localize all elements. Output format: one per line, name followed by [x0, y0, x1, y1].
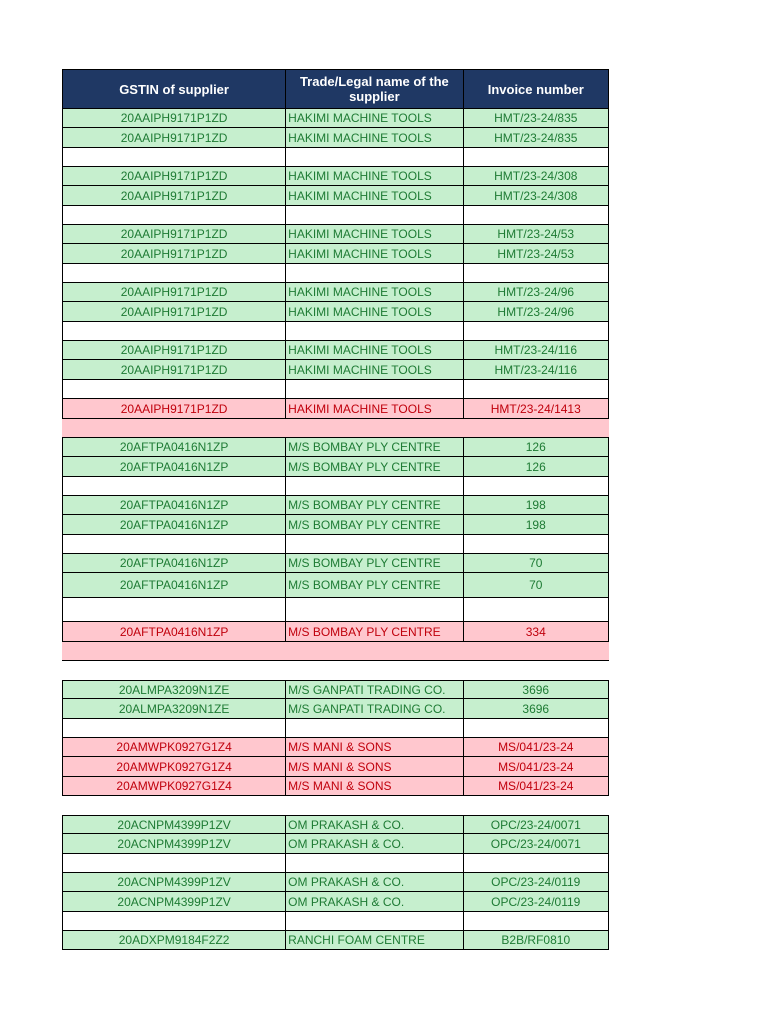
cell-invoice-number[interactable]: HMT/23-24/53	[497, 227, 575, 241]
cell-invoice-number[interactable]: HMT/23-24/96	[497, 304, 575, 319]
cell-invoice-number[interactable]: 198	[525, 498, 546, 512]
cell-gstin[interactable]: 20AMWPK0927G1Z4	[63, 738, 286, 756]
highlight-band-row	[62, 419, 609, 438]
table-row	[62, 873, 609, 892]
cell-supplier-name[interactable]: HAKIMI MACHINE TOOLS	[286, 360, 463, 379]
cell-gstin[interactable]: 20ACNPM4399P1ZV	[63, 873, 286, 891]
cell-invoice-number[interactable]: HMT/23-24/308	[494, 188, 578, 203]
cell-invoice-number[interactable]: MS/041/23-24	[498, 740, 574, 754]
cell-gstin[interactable]: 20AFTPA0416N1ZP	[63, 554, 286, 572]
cell-supplier-name[interactable]: HAKIMI MACHINE TOOLS	[286, 244, 463, 263]
header-gstin[interactable]: GSTIN of supplier	[63, 70, 286, 108]
cell-gstin[interactable]: 20AAIPH9171P1ZD	[63, 399, 286, 418]
cell-supplier-name[interactable]: HAKIMI MACHINE TOOLS	[286, 302, 463, 321]
cell-invoice-number[interactable]: OPC/23-24/0119	[491, 875, 581, 889]
highlight-band-row	[62, 642, 609, 661]
empty-cell[interactable]	[63, 854, 286, 872]
cell-supplier-name[interactable]: OM PRAKASH & CO.	[286, 834, 463, 853]
cell-gstin[interactable]: 20ALMPA3209N1ZE	[63, 681, 286, 698]
cell-supplier-name[interactable]: M/S BOMBAY PLY CENTRE	[286, 496, 463, 514]
table-row	[62, 167, 609, 186]
empty-cell[interactable]	[63, 322, 286, 340]
blank-row	[62, 477, 609, 496]
cell-gstin[interactable]: 20ACNPM4399P1ZV	[63, 816, 286, 833]
cell-invoice-number[interactable]: 3696	[522, 701, 550, 716]
table-header-row	[62, 69, 609, 109]
empty-cell[interactable]	[62, 642, 609, 660]
empty-cell[interactable]	[464, 719, 608, 737]
empty-cell[interactable]	[286, 322, 463, 340]
cell-supplier-name[interactable]: M/S MANI & SONS	[286, 777, 463, 795]
cell-invoice-number[interactable]: MS/041/23-24	[498, 779, 574, 793]
cell-invoice-number[interactable]: HMT/23-24/1413	[490, 401, 581, 416]
blank-row	[62, 148, 609, 167]
table-row	[62, 225, 609, 244]
cell-supplier-name[interactable]: M/S MANI & SONS	[286, 757, 463, 776]
cell-supplier-name[interactable]: HAKIMI MACHINE TOOLS	[286, 225, 463, 243]
table-row	[62, 128, 609, 148]
cell-supplier-name[interactable]: M/S BOMBAY PLY CENTRE	[286, 438, 463, 456]
table-row	[62, 554, 609, 573]
empty-cell[interactable]	[62, 419, 609, 437]
cell-supplier-name[interactable]: HAKIMI MACHINE TOOLS	[286, 186, 463, 205]
cell-supplier-name[interactable]: M/S BOMBAY PLY CENTRE	[286, 457, 463, 476]
table-row	[62, 186, 609, 206]
blank-row	[62, 206, 609, 225]
cell-supplier-name[interactable]: M/S GANPATI TRADING CO.	[286, 681, 463, 698]
cell-invoice-number[interactable]: 126	[525, 440, 546, 454]
blank-row	[62, 322, 609, 341]
empty-cell[interactable]	[464, 854, 608, 872]
blank-row	[62, 912, 609, 931]
empty-cell[interactable]	[286, 264, 463, 282]
cell-invoice-number[interactable]: 3696	[522, 682, 550, 697]
cell-supplier-name[interactable]: M/S MANI & SONS	[286, 738, 463, 756]
cell-invoice-number[interactable]: 126	[525, 459, 546, 474]
table-row	[62, 302, 609, 322]
cell-invoice-number[interactable]: HMT/23-24/835	[494, 130, 578, 145]
cell-gstin[interactable]: 20AAIPH9171P1ZD	[63, 360, 286, 379]
empty-cell[interactable]	[464, 322, 608, 340]
table-row	[62, 738, 609, 757]
table-row	[62, 834, 609, 854]
table-row	[62, 283, 609, 302]
empty-cell[interactable]	[286, 598, 463, 621]
cell-supplier-name[interactable]: OM PRAKASH & CO.	[286, 873, 463, 891]
cell-supplier-name[interactable]: OM PRAKASH & CO.	[286, 892, 463, 911]
cell-supplier-name[interactable]: M/S GANPATI TRADING CO.	[286, 699, 463, 718]
cell-invoice-number[interactable]: HMT/23-24/96	[497, 285, 575, 299]
cell-supplier-name[interactable]: M/S BOMBAY PLY CENTRE	[286, 515, 463, 534]
cell-gstin[interactable]: 20AMWPK0927G1Z4	[63, 777, 286, 795]
empty-cell[interactable]	[63, 380, 286, 398]
cell-gstin[interactable]: 20AAIPH9171P1ZD	[63, 225, 286, 243]
blank-row	[62, 264, 609, 283]
empty-cell[interactable]	[286, 535, 463, 553]
cell-invoice-number[interactable]: 70	[529, 556, 543, 570]
spacer-row	[62, 661, 609, 680]
empty-cell[interactable]	[286, 854, 463, 872]
invoice-table	[62, 69, 609, 950]
empty-cell[interactable]	[63, 598, 286, 621]
cell-invoice-number[interactable]: 198	[525, 517, 546, 532]
table-row	[62, 457, 609, 477]
cell-gstin[interactable]: 20AAIPH9171P1ZD	[63, 283, 286, 301]
cell-gstin[interactable]: 20AMWPK0927G1Z4	[63, 757, 286, 776]
empty-cell[interactable]	[63, 719, 286, 737]
empty-cell[interactable]	[464, 380, 608, 398]
table-row	[62, 438, 609, 457]
empty-cell[interactable]	[63, 912, 286, 930]
table-body	[62, 109, 609, 950]
cell-invoice-number[interactable]: HMT/23-24/835	[494, 111, 578, 125]
cell-invoice-number[interactable]: OPC/23-24/0071	[490, 817, 581, 832]
empty-cell[interactable]	[63, 477, 286, 495]
cell-invoice-number[interactable]: HMT/23-24/116	[494, 343, 577, 357]
table-row	[62, 573, 609, 598]
cell-gstin[interactable]: 20AAIPH9171P1ZD	[63, 341, 286, 359]
cell-supplier-name[interactable]: HAKIMI MACHINE TOOLS	[286, 128, 463, 147]
cell-gstin[interactable]: 20ACNPM4399P1ZV	[63, 892, 286, 911]
cell-gstin[interactable]: 20AFTPA0416N1ZP	[63, 622, 286, 641]
blank-row	[62, 598, 609, 622]
table-row	[62, 109, 609, 128]
cell-gstin[interactable]: 20AFTPA0416N1ZP	[63, 457, 286, 476]
cell-supplier-name[interactable]: HAKIMI MACHINE TOOLS	[286, 167, 463, 185]
cell-gstin[interactable]: 20AAIPH9171P1ZD	[63, 109, 286, 127]
empty-cell[interactable]	[286, 719, 463, 737]
table-row	[62, 341, 609, 360]
cell-invoice-number[interactable]: OPC/23-24/0071	[490, 836, 581, 851]
table-row	[62, 622, 609, 642]
spacer-row	[62, 796, 609, 815]
cell-invoice-number[interactable]: HMT/23-24/116	[494, 362, 577, 377]
table-row	[62, 399, 609, 419]
empty-cell[interactable]	[286, 912, 463, 930]
table-row	[62, 892, 609, 912]
cell-gstin[interactable]: 20AFTPA0416N1ZP	[63, 573, 286, 597]
empty-cell[interactable]	[464, 264, 608, 282]
empty-cell[interactable]	[464, 148, 608, 166]
empty-cell[interactable]	[464, 535, 608, 553]
table-row	[62, 757, 609, 777]
empty-cell[interactable]	[464, 598, 608, 621]
empty-cell[interactable]	[63, 264, 286, 282]
empty-cell[interactable]	[286, 477, 463, 495]
empty-cell[interactable]	[63, 206, 286, 224]
cell-gstin[interactable]: 20AAIPH9171P1ZD	[63, 302, 286, 321]
cell-invoice-number[interactable]: OPC/23-24/0119	[491, 894, 581, 909]
table-row	[62, 496, 609, 515]
cell-gstin[interactable]: 20AFTPA0416N1ZP	[63, 438, 286, 456]
cell-invoice-number[interactable]: HMT/23-24/53	[497, 246, 575, 261]
cell-gstin[interactable]: 20AAIPH9171P1ZD	[63, 128, 286, 147]
cell-supplier-name[interactable]: HAKIMI MACHINE TOOLS	[286, 109, 463, 127]
cell-gstin[interactable]: 20AAIPH9171P1ZD	[63, 167, 286, 185]
cell-supplier-name[interactable]: M/S BOMBAY PLY CENTRE	[286, 573, 463, 597]
table-row	[62, 360, 609, 380]
cell-supplier-name[interactable]: RANCHI FOAM CENTRE	[286, 931, 463, 949]
blank-row	[62, 535, 609, 554]
header-supplier-name[interactable]: Trade/Legal name of the supplier	[286, 70, 463, 108]
empty-cell[interactable]	[286, 206, 463, 224]
table-row	[62, 815, 609, 834]
cell-supplier-name[interactable]: HAKIMI MACHINE TOOLS	[286, 399, 463, 418]
cell-gstin[interactable]: 20AAIPH9171P1ZD	[63, 186, 286, 205]
cell-invoice-number[interactable]: HMT/23-24/308	[494, 169, 578, 183]
cell-gstin[interactable]: 20AAIPH9171P1ZD	[63, 244, 286, 263]
cell-gstin[interactable]: 20AFTPA0416N1ZP	[63, 515, 286, 534]
empty-cell[interactable]	[464, 477, 608, 495]
empty-cell[interactable]	[63, 535, 286, 553]
blank-row	[62, 380, 609, 399]
cell-invoice-number[interactable]: 70	[529, 578, 543, 592]
table-row	[62, 699, 609, 719]
cell-supplier-name[interactable]: M/S BOMBAY PLY CENTRE	[286, 554, 463, 572]
blank-row	[62, 854, 609, 873]
blank-row	[62, 719, 609, 738]
empty-cell[interactable]	[286, 380, 463, 398]
empty-cell[interactable]	[286, 148, 463, 166]
table-row	[62, 777, 609, 796]
table-row	[62, 931, 609, 950]
cell-invoice-number[interactable]: MS/041/23-24	[498, 759, 574, 774]
empty-cell[interactable]	[464, 912, 608, 930]
cell-supplier-name[interactable]: OM PRAKASH & CO.	[286, 816, 463, 833]
cell-gstin[interactable]: 20AFTPA0416N1ZP	[63, 496, 286, 514]
empty-cell[interactable]	[63, 148, 286, 166]
cell-supplier-name[interactable]: HAKIMI MACHINE TOOLS	[286, 341, 463, 359]
cell-invoice-number[interactable]: B2B/RF0810	[501, 933, 571, 947]
cell-supplier-name[interactable]: HAKIMI MACHINE TOOLS	[286, 283, 463, 301]
empty-cell[interactable]	[464, 206, 608, 224]
table-row	[62, 244, 609, 264]
header-invoice-number[interactable]: Invoice number	[487, 81, 584, 97]
cell-gstin[interactable]: 20ADXPM9184F2Z2	[63, 931, 286, 949]
table-row	[62, 680, 609, 699]
cell-gstin[interactable]: 20ACNPM4399P1ZV	[63, 834, 286, 853]
cell-supplier-name[interactable]: M/S BOMBAY PLY CENTRE	[286, 622, 463, 641]
cell-invoice-number[interactable]: 334	[525, 624, 546, 639]
table-row	[62, 515, 609, 535]
cell-gstin[interactable]: 20ALMPA3209N1ZE	[63, 699, 286, 718]
